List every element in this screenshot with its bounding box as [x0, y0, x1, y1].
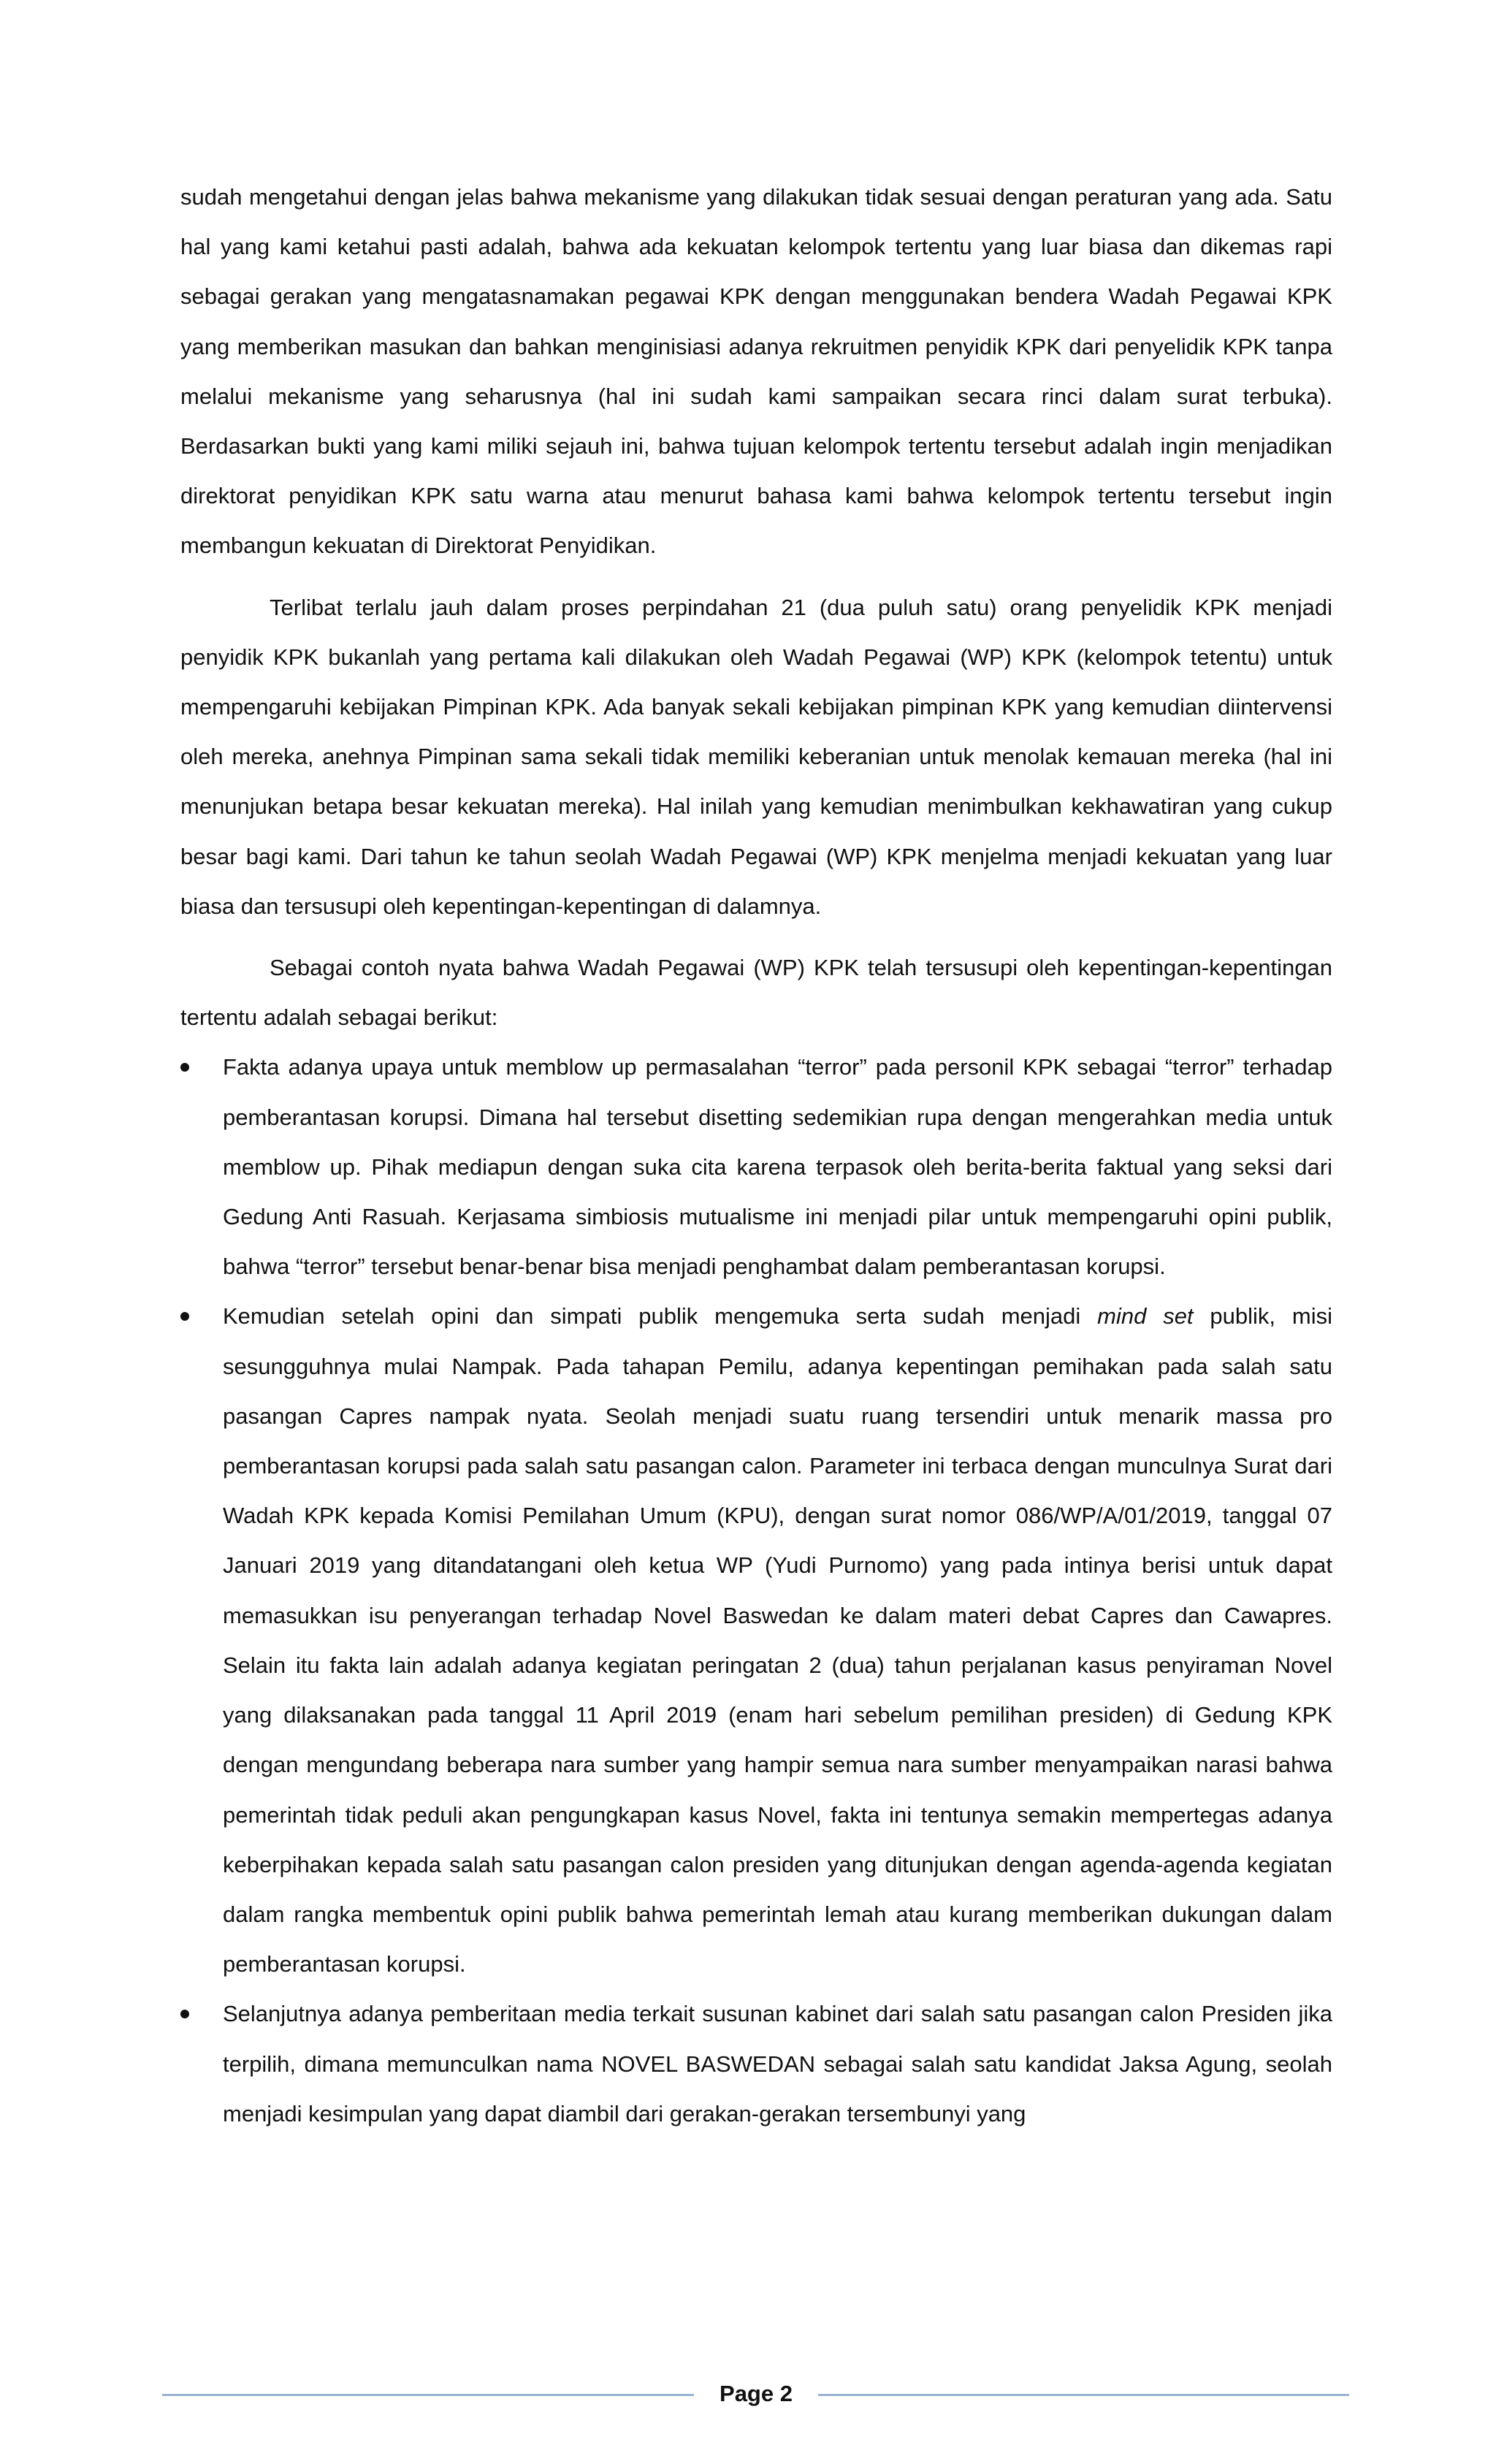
paragraph-examples-intro: Sebagai contoh nyata bahwa Wadah Pegawai (WP) KPK telah tersusupi oleh kepentingan-kepentingan tertentu adalah sebagai berikut: — [180, 955, 1332, 1031]
page-footer — [162, 2376, 1349, 2412]
bullet-item-kabinet — [180, 1989, 1332, 2139]
footer-rule-left — [162, 2394, 694, 2396]
bullet-text: Fakta adanya upaya untuk memblow up permasalahan “terror” pada personil KPK sebagai “terror” terhadap pemberantasan korupsi. Dimana hal tersebut disetting sedemikian rupa dengan mengerahkan media untuk memblow up. Pihak mediapun dengan suka cita karena terpasok oleh berita-berita faktual yang seksi dari Gedung Anti Rasuah. Kerjasama simbiosis mutualisme ini menjadi pilar untuk mempengaruhi opini publik, bahwa “terror” tersebut benar-benar bisa menjadi penghambat dalam pemberantasan korupsi. — [223, 1054, 1332, 1280]
document-body — [180, 172, 1332, 2139]
bullet-item-terror — [180, 1042, 1332, 1292]
bullet-text-end: publik, misi sesungguhnya mulai Nampak. Pada tahapan Pemilu, adanya kepentingan pemihakan pada salah satu pasangan Capres nampak nyata. Seolah menjadi suatu ruang tersendiri untuk menarik massa pro pemberantasan korupsi pada salah satu pasangan calon. Parameter ini terbaca dengan munculnya Surat dari Wadah KPK kepada Komisi Pemilahan Umum (KPU), dengan surat nomor 086/WP/A/01/2019, tanggal 07 Januari 2019 yang ditandatangani oleh ketua WP (Yudi Purnomo) yang pada intinya berisi untuk dapat memasukkan isu penyerangan terhadap Novel Baswedan ke dalam materi debat Capres dan Cawapres. Selain itu fakta lain adalah adanya kegiatan peringatan 2 (dua) tahun perjalanan kasus penyiraman Novel yang dilaksanakan pada tanggal 11 April 2019 (enam hari sebelum pemilihan presiden) di Gedung KPK dengan mengundang beberapa nara sumber yang hampir semua nara sumber menyampaikan narasi bahwa pemerintah tidak peduli akan pengungkapan kasus Novel, fakta ini tentunya semakin mempertegas adanya keberpihakan kepada salah satu pasangan calon presiden yang ditunjukan dengan agenda-agenda kegiatan dalam rangka membentuk opini publik bahwa pemerintah lemah atau kurang memberikan dukungan dalam pemberantasan korupsi. — [223, 1303, 1332, 1977]
page-number: Page 2 — [720, 2381, 793, 2406]
bullet-text-start: Kemudian setelah opini dan simpati publik mengemuka serta sudah menjadi — [223, 1303, 1098, 1330]
bullet-text-italic: mind set — [1097, 1303, 1194, 1330]
bullet-icon — [180, 1312, 189, 1321]
bullet-item-pemilu — [180, 1292, 1332, 1989]
paragraph-wp-intervention: Terlibat terlalu jauh dalam proses perpindahan 21 (dua puluh satu) orang penyelidik KPK menjadi penyidik KPK bukanlah yang pertama kali dilakukan oleh Wadah Pegawai (WP) KPK (kelompok tetentu) untuk mempengaruhi kebijakan Pimpinan KPK. Ada banyak sekali kebijakan pimpinan KPK yang kemudian diintervensi oleh mereka, anehnya Pimpinan sama sekali tidak memiliki keberanian untuk menolak kemauan mereka (hal ini menunjukan betapa besar kekuatan mereka). Hal inilah yang kemudian menimbulkan kekhawatiran yang cukup besar bagi kami. Dari tahun ke tahun seolah Wadah Pegawai (WP) KPK menjelma menjadi kekuatan yang luar biasa dan tersusupi oleh kepentingan-kepentingan di dalamnya. — [180, 594, 1332, 919]
examples-bullet-list — [180, 1042, 1332, 2138]
bullet-icon — [180, 2010, 189, 2018]
footer-rule-right — [818, 2394, 1349, 2396]
bullet-text: Selanjutnya adanya pemberitaan media terkait susunan kabinet dari salah satu pasangan calon Presiden jika terpilih, dimana memunculkan nama NOVEL BASWEDAN sebagai salah satu kandidat Jaksa Agung, seolah menjadi kesimpulan yang dapat diambil dari gerakan-gerakan tersembunyi yang — [223, 2001, 1332, 2127]
bullet-icon — [180, 1063, 189, 1072]
paragraph-continuation: sudah mengetahui dengan jelas bahwa mekanisme yang dilakukan tidak sesuai dengan peraturan yang ada. Satu hal yang kami ketahui pasti adalah, bahwa ada kekuatan kelompok tertentu yang luar biasa dan dikemas rapi sebagai gerakan yang mengatasnamakan pegawai KPK dengan menggunakan bendera Wadah Pegawai KPK yang memberikan masukan dan bahkan menginisiasi adanya rekruitmen penyidik KPK dari penyelidik KPK tanpa melalui mekanisme yang seharusnya (hal ini sudah kami sampaikan secara rinci dalam surat terbuka). Berdasarkan bukti yang kami miliki sejauh ini, bahwa tujuan kelompok tertentu tersebut adalah ingin menjadikan direktorat penyidikan KPK satu warna atau menurut bahasa kami bahwa kelompok tertentu tersebut ingin membangun kekuatan di Direktorat Penyidikan. — [180, 184, 1332, 559]
